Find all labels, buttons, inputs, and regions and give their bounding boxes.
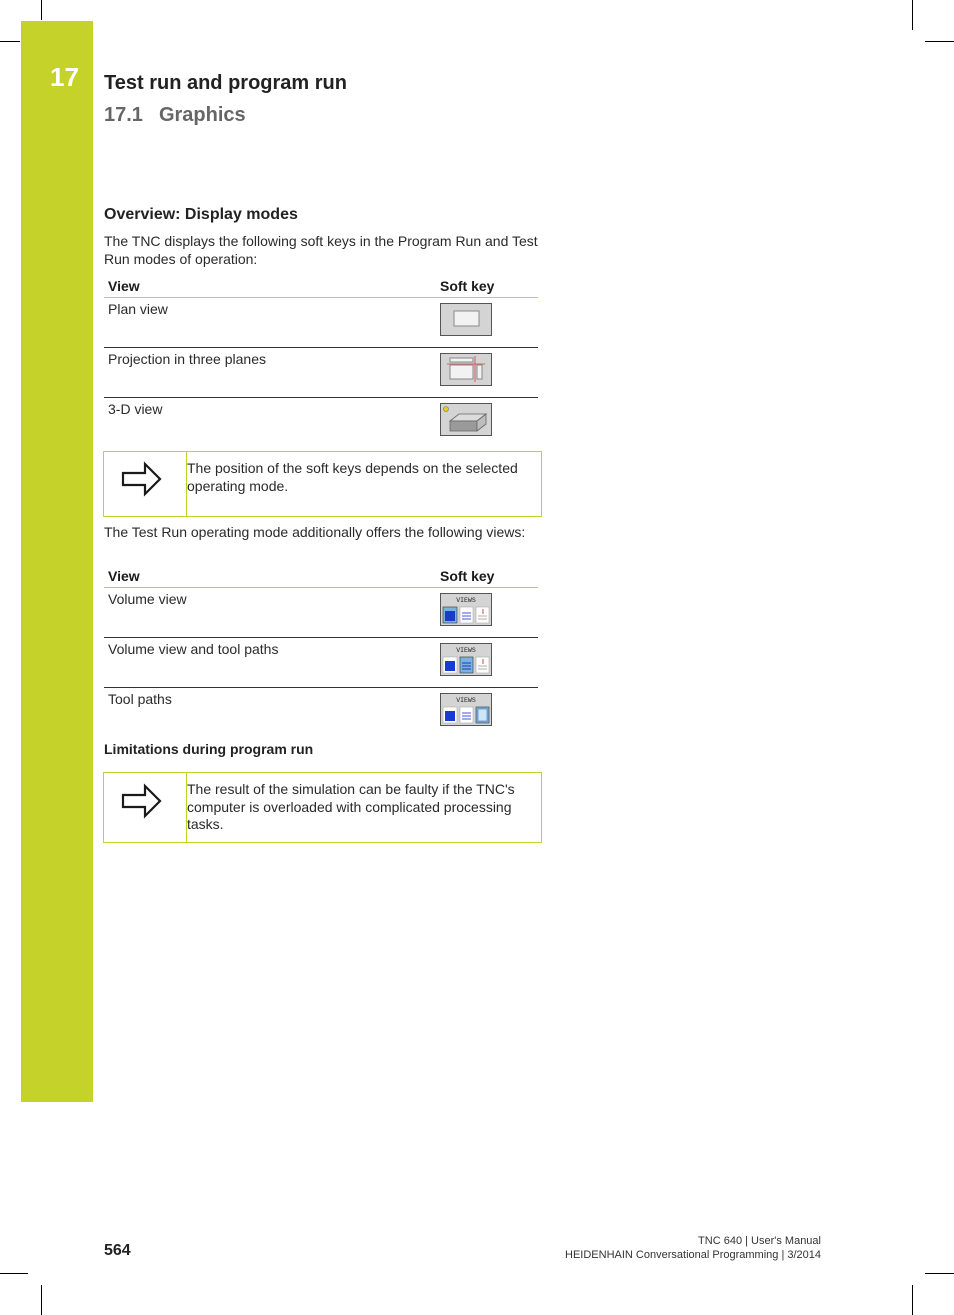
section-number: 17.1 [104,104,143,126]
views-icon [441,594,491,625]
table-row [104,688,538,738]
softkey-views-label: VIEWS [456,647,476,654]
overview-intro [104,232,542,268]
table-row [104,348,538,398]
note-text: The position of the soft keys depends on the selected operating mode. [187,460,518,494]
view-name: Tool paths [108,691,172,707]
softkey-table [104,276,538,447]
col-header-view: View [104,566,436,588]
softkey-views-label: VIEWS [456,697,476,704]
col-header-view: View [104,276,436,298]
table-row [104,298,538,348]
footer-line-1: TNC 640 | User's Manual [698,1235,821,1247]
plan-view-icon [441,304,491,335]
arrow-right-icon [120,783,164,819]
crop-mark [41,1285,42,1315]
display-modes-table-1 [104,276,542,447]
view-name: 3-D view [108,401,163,417]
intro-paragraph: The TNC displays the following soft keys in the Program Run and Test Run modes of operation: [104,233,538,267]
views-icon [441,694,491,725]
page-number: 564 [104,1242,131,1259]
intro2-paragraph: The Test Run operating mode additionally offers the following views: [104,524,526,540]
table-row [104,588,538,638]
section-title [104,104,246,127]
views-icon [441,644,491,675]
overview-intro-2 [104,523,542,541]
crop-mark [912,0,913,30]
note-box [103,772,542,843]
note-box [103,451,542,517]
chapter-number: 17 [50,62,79,92]
softkey-views-label: VIEWS [456,597,476,604]
chapter-sidebar [21,21,93,1102]
section-name: Graphics [158,104,246,126]
col-header-softkey: Soft key [436,276,538,298]
volume-view-softkey[interactable] [440,593,492,626]
3d-view-softkey[interactable] [440,403,492,436]
view-name: Volume view [104,588,436,638]
chapter-title: Test run and program run [104,72,347,94]
volume-tool-paths-softkey[interactable] [440,643,492,676]
note-text: The result of the simulation can be faulty if the TNC's computer is overloaded with complicated processing tasks. [187,781,515,832]
softkey-table [104,566,538,737]
crop-mark [912,1285,913,1315]
col-header-softkey: Soft key [436,566,538,588]
display-modes-table-2 [104,566,542,737]
arrow-right-icon [120,461,164,497]
crop-mark [925,41,954,42]
view-name: Volume view and tool paths [104,638,436,688]
table-row [104,398,538,448]
crop-mark [0,1273,28,1274]
footer-line-2: HEIDENHAIN Conversational Programming | 3/2014 [565,1249,821,1261]
crop-mark [0,41,20,42]
overview-heading: Overview: Display modes [104,206,298,223]
tool-paths-softkey[interactable] [440,693,492,726]
3d-view-icon [441,404,491,435]
view-name: Projection in three planes [104,348,436,398]
limitations-heading: Limitations during program run [104,741,314,757]
table-row [104,638,538,688]
three-planes-icon [441,354,491,385]
plan-view-softkey[interactable] [440,303,492,336]
crop-mark [925,1273,954,1274]
crop-mark [41,0,42,20]
three-planes-softkey[interactable] [440,353,492,386]
view-name: Plan view [104,298,436,348]
